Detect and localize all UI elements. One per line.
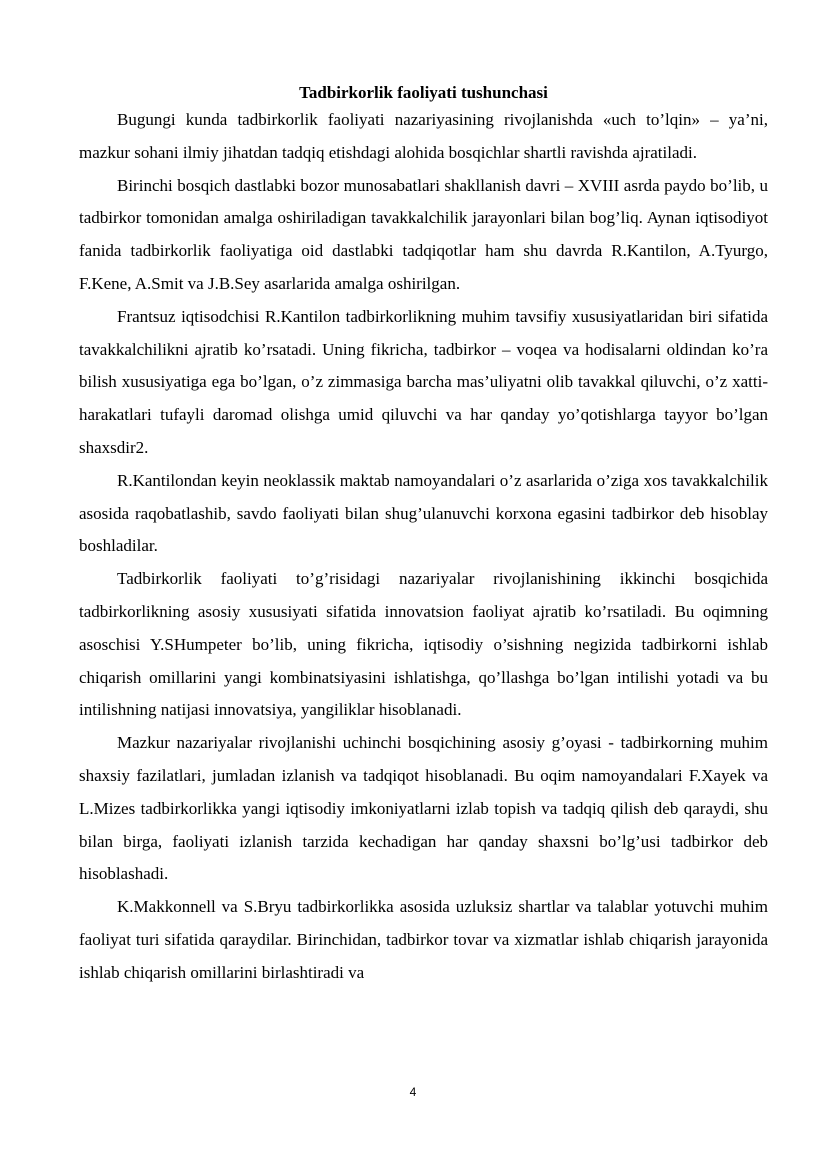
page-number: 4 [409, 1085, 417, 1099]
page-content [79, 76, 768, 990]
paragraph-1: Bugungi kunda tadbirkorlik faoliyati nazariyasining rivojlanishda «uch to’lqin» – ya’ni, mazkur sohani ilmiy jihatdan tadqiq etishdagi alohida bosqichlar shartli ravishda ajratiladi. [79, 110, 768, 162]
paragraph-3: Frantsuz iqtisodchisi R.Kantilon tadbirkorlikning muhim tavsifiy xususiyatlaridan biri sifatida tavakkalchilikni ajratib ko’rsatadi. Uning fikricha, tadbirkor – voqea va hodisalarni oldindan ko’ra bilish xususiyatiga ega bo’lgan, o’z zimmasiga barcha mas’uliyatni olib tavakkal qiluvchi, o’z xatti-harakatlari tufayli daromad olishga umid qiluvchi va har qanday yo’qotishlarga tayyor bo’lgan shaxsdir2. [79, 306, 768, 457]
paragraph-7: K.Makkonnell va S.Bryu tadbirkorlikka asosida uzluksiz shartlar va talablar yotuvchi muhim faoliyat turi sifatida qaraydilar. Birinchidan, tadbirkor tovar va xizmatlar ishlab chiqarish jarayonida ishlab chiqarish omillarini birlashtiradi va [79, 897, 768, 982]
paragraph-2: Birinchi bosqich dastlabki bozor munosabatlari shakllanish davri – XVIII asrda paydo bo’lib, u tadbirkor tomonidan amalga oshiriladigan tavakkalchilik jarayonlari bilan bog’liq. Aynan iqtisodiyot fanida tadbirkorlik faoliyatiga oid dastlabki tadqiqotlar ham shu davrda R.Kantilon, A.Tyurgo, F.Kene, A.Smit va J.B.Sey asarlarida amalga oshirilgan. [79, 175, 768, 293]
page-title: Tadbirkorlik faoliyati tushunchasi [299, 83, 548, 102]
paragraph-6: Mazkur nazariyalar rivojlanishi uchinchi bosqichining asosiy g’oyasi - tadbirkorning muhim shaxsiy fazilatlari, jumladan izlanish va tadqiqot hisoblanadi. Bu oqim namoyandalari F.Xayek va L.Mizes tadbirkorlikka yangi iqtisodiy imkoniyatlarni izlab topish va tadqiq qilish deb qaraydi, shu bilan birga, faoliyati izlanish tarzida kechadigan har qanday shaxsni bo’lg’usi tadbirkor deb hisoblashadi. [79, 733, 768, 884]
paragraph-5: Tadbirkorlik faoliyati to’g’risidagi nazariyalar rivojlanishining ikkinchi bosqichida tadbirkorlikning asosiy xususiyati sifatida innovatsion faoliyat ajratib ko’rsatiladi. Bu oqimning asoschisi Y.SHumpeter bo’lib, uning fikricha, iqtisodiy o’sishning negizida tadbirkorni ishlab chiqarish omillarini yangi kombinatsiyasini ishlatishga, qo’llashga bo’lgan intilishi yotadi va bu intilishning natijasi innovatsiya, yangiliklar hisoblanadi. [79, 569, 768, 720]
paragraph-4: R.Kantilondan keyin neoklassik maktab namoyandalari o’z asarlarida o’ziga xos tavakkalchilik asosida raqobatlashib, savdo faoliyati bilan shug’ulanuvchi korxona egasini tadbirkor deb hisoblay boshladilar. [79, 470, 768, 556]
